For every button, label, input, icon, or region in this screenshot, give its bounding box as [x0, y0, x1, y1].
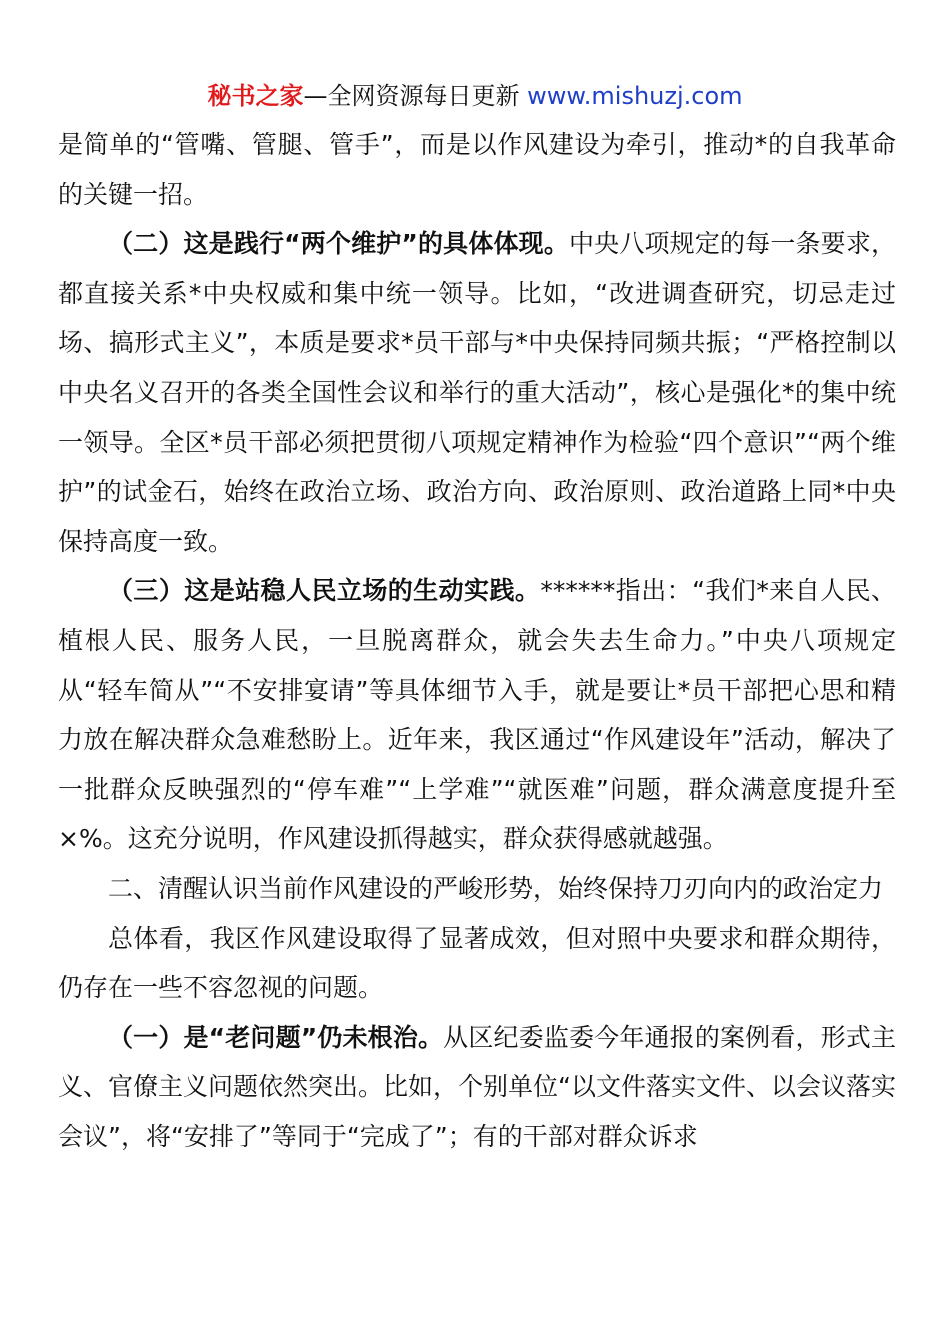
website-link[interactable]: www.mishuzj.com	[527, 82, 743, 110]
document-body	[58, 120, 896, 1161]
paragraph-text: 从区纪委监委今年通报的案例看，形式主义、官僚主义问题依然突出。比如，个别单位“以文件落实文件、以会议落实会议”，将“安排了”等同于“完成了”；有的干部对群众诉求	[58, 1022, 896, 1151]
paragraph-section-3	[58, 566, 896, 864]
paragraph-section-2	[58, 219, 896, 566]
paragraph-text: 是简单的“管嘴、管腿、管手”，而是以作风建设为牵引，推动*的自我革命的关键一招。	[58, 130, 896, 209]
paragraph-continuation	[58, 120, 896, 219]
header-tagline: —全网资源每日更新	[303, 82, 528, 110]
paragraph-heading: （三）这是站稳人民立场的生动实践。	[108, 576, 541, 606]
paragraph-text: 二、清醒认识当前作风建设的严峻形势，始终保持刀刃向内的政治定力	[108, 873, 884, 903]
paragraph-text: 总体看，我区作风建设取得了显著成效，但对照中央要求和群众期待，仍存在一些不容忽视的问题。	[58, 923, 896, 1003]
paragraph-text: 中央八项规定的每一条要求，都直接关系*中央权威和集中统一领导。比如，“改进调查研究，切忌走过场、搞形式主义”，本质是要求*员干部与*中央保持同频共振；“严格控制以中央名义召开的各类全国性会议和举行的重大活动”，核心是强化*的集中统一领导。全区*员干部必须把贯彻八项规定精神作为检验“四个意识”“两个维护”的试金石，始终在政治立场、政治方向、政治原则、政治道路上同*中央保持高度一致。	[58, 229, 896, 556]
page-header	[0, 80, 950, 112]
paragraph-summary	[58, 914, 896, 1013]
section-heading	[58, 864, 896, 914]
paragraph-text: ******指出：“我们*来自人民、植根人民、服务人民，一旦脱离群众，就会失去生命力。”中央八项规定从“轻车简从”“不安排宴请”等具体细节入手，就是要让*员干部把心思和精力放在解决群众急难愁盼上。近年来，我区通过“作风建设年”活动，解决了一批群众反映强烈的“停车难”“上学难”“就医难”问题，群众满意度提升至×%。这充分说明，作风建设抓得越实，群众获得感就越强。	[58, 576, 896, 854]
paragraph-heading: （一）是“老问题”仍未根治。	[108, 1022, 444, 1052]
paragraph-heading: （二）这是践行“两个维护”的具体体现。	[108, 229, 569, 259]
brand-name: 秘书之家	[207, 82, 304, 110]
paragraph-problem-1	[58, 1013, 896, 1162]
